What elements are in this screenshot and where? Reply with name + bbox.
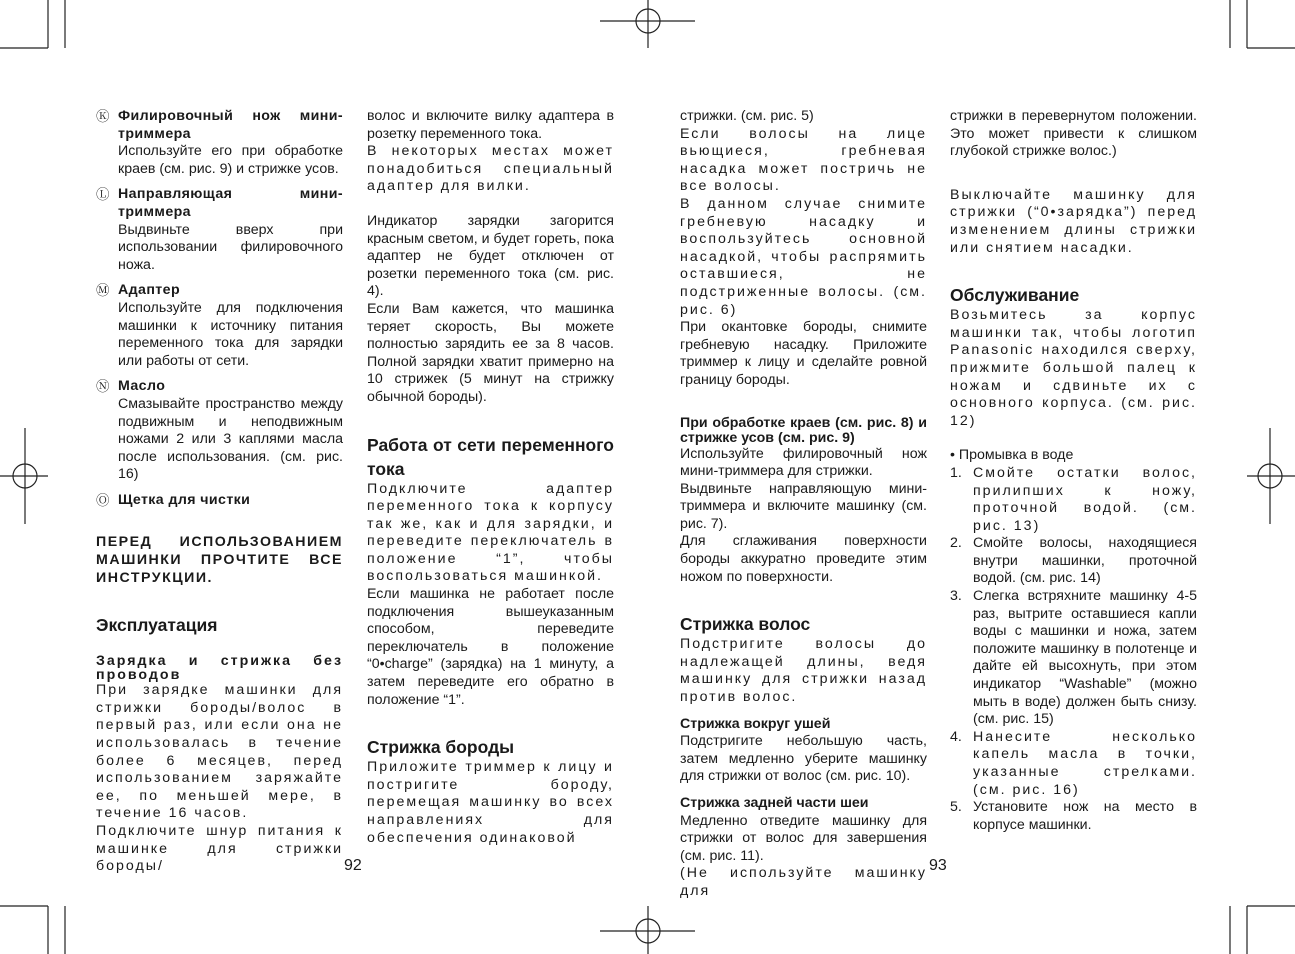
component-o (96, 492, 343, 510)
paragraph: В некоторых местах может понадобиться специальный адаптер для вилки. (367, 143, 614, 195)
paragraph: При окантовке бороды, снимите гребневую насадку. Приложите триммер к лицу и сделайте ровной границу бороды. (680, 319, 927, 388)
list-item (950, 729, 1197, 799)
item-text: Смазывайте пространство между подвижным и неподвижным ножами 2 или 3 каплями масла после использования. (см. рис. 16) (118, 395, 343, 483)
paragraph: Если Вам кажется, что машинка теряет скорость, Вы можете полностью зарядить ее за 8 часов. Полной зарядки хватит примерно на 10 стрижек (5 минут на стрижку обычной бороды). (367, 300, 614, 405)
item-title: Масло (118, 378, 166, 395)
paragraph: стрижки. (см. рис. 5) (680, 108, 814, 124)
paragraph: Подключите шнур питания к машинке для стрижки бороды/ (96, 823, 343, 875)
column-1 (96, 108, 343, 876)
subheading-neck: Стрижка задней части шеи (680, 795, 869, 811)
step-number: 3. (950, 588, 962, 605)
subheading-charging: Зарядка и стрижка без проводов (96, 653, 343, 684)
heading-service: Обслуживание (950, 285, 1080, 306)
step-number: 5. (950, 799, 962, 816)
paragraph: Подключите адаптер переменного тока к корпусу так же, как и для зарядки, и переведите переключатель в положение “1”, чтобы воспользоваться машинкой. (367, 480, 614, 585)
component-m (96, 282, 343, 370)
item-title: Щетка для чистки (118, 491, 251, 508)
paragraph: Используйте филировочный нож мини-триммера для стрижки. (680, 445, 927, 480)
paragraph: Для сглаживания поверхности бороды аккуратно проведите этим ножом по поверхности. (680, 533, 927, 585)
list-item (950, 535, 1197, 588)
paragraph: стрижки в перевернутом положении. Это может привести к слишком глубокой стрижке волос.) (950, 108, 1197, 160)
step-text: Слегка встряхните машинку 4-5 раз, вытрите оставшиеся капли воды с машинки и ножа, затем положите машинку в полотенце и дайте ей высохнуть, при этом индикатор “Washable” (можно мыть в воде) должен быть снизу. (см. рис. 15) (973, 588, 1197, 728)
heading-hair: Стрижка волос (680, 614, 811, 635)
heading-operation: Эксплуатация (96, 615, 218, 636)
list-item (950, 799, 1197, 834)
item-title: Направляющая мини-триммера (118, 186, 343, 220)
step-text: Смойте волосы, находящиеся внутри машинки, проточной водой. (см. рис. 14) (973, 535, 1197, 587)
wash-title: • Промывка в воде (950, 447, 1074, 464)
paragraph: Возьмитесь за корпус машинки так, чтобы логотип Panasonic находился сверху, прижмите большой палец к ножам и сдвиньте их с основного корпуса. (см. рис. 12) (950, 307, 1197, 429)
component-k (96, 108, 343, 178)
subheading-edges: При обработке краев (см. рис. 8) и стрижке усов (см. рис. 9) (680, 414, 927, 446)
item-letter: Ⓛ (96, 187, 110, 203)
step-text: Нанесите несколько капель масла в точки, указанные стрелками. (см. рис. 16) (973, 728, 1197, 798)
list-item (950, 588, 1197, 729)
item-text: Выдвиньте вверх при использовании филировочного ножа. (118, 221, 343, 273)
paragraph: Выключайте машинку для стрижки (“0•зарядка”) перед изменением длины стрижки или снятием насадки. (950, 186, 1197, 256)
page-number-right: 93 (929, 857, 947, 874)
paragraph: Приложите триммер к лицу и постригите бороду, перемещая машинку во всех направлениях для обеспечения одинаковой (367, 759, 614, 846)
item-text: Используйте его при обработке краев (см. рис. 9) и стрижке усов. (118, 143, 343, 177)
component-n (96, 378, 343, 484)
step-number: 1. (950, 464, 962, 481)
item-letter: Ⓚ (96, 109, 110, 124)
column-3 (680, 108, 927, 901)
paragraph: Подстригите волосы до надлежащей длины, ведя машинку для стрижки назад против волос. (680, 636, 927, 706)
paragraph: Индикатор зарядки загорится красным светом, и будет гореть, пока адаптер не будет отключен от розетки переменного тока (см. рис. 4). (367, 212, 614, 300)
heading-beard: Стрижка бороды (367, 737, 515, 758)
list-item (950, 465, 1197, 535)
paragraph: (Не используйте машинку для (680, 865, 927, 899)
item-text: Используйте для подключения машинки к источнику питания переменного тока для зарядки или работы от сети. (118, 299, 343, 369)
paragraph: Выдвиньте направляющую мини-триммера и включите машинку (см. рис. 7). (680, 480, 927, 532)
item-letter: Ⓜ (96, 283, 110, 299)
item-title: Филировочный нож мини-триммера (118, 108, 343, 142)
step-number: 2. (950, 535, 962, 552)
paragraph: Если волосы на лице вьющиеся, гребневая насадка может постричь не все волосы. (680, 125, 927, 195)
item-letter: Ⓝ (96, 379, 110, 395)
column-4 (950, 108, 1197, 834)
step-text: Установите нож на место в корпусе машинки. (973, 799, 1197, 833)
warning-text: ПЕРЕД ИСПОЛЬЗОВАНИЕМ МАШИНКИ ПРОЧТИТЕ ВСЕ ИНСТРУКЦИИ. (96, 534, 343, 586)
column-2 (367, 108, 614, 847)
paragraph: Подстригите небольшую часть, затем медленно уберите машинку для стрижки от волос (см. рис. 10). (680, 733, 927, 785)
step-number: 4. (950, 728, 962, 745)
page-number-left: 92 (344, 857, 362, 874)
paragraph: Если машинка не работает после подключения вышеуказанным способом, переведите переключатель в положение “0•charge” (зарядка) на 1 минуту, а затем переведите его обратно в положение “1”. (367, 586, 614, 708)
item-title: Адаптер (118, 282, 181, 299)
step-text: Смойте остатки волос, прилипших к ножу, проточной водой. (см. рис. 13) (973, 464, 1197, 534)
paragraph: В данном случае снимите гребневую насадку и воспользуйтесь основной насадкой, чтобы распрямить оставшиеся, не подстриженные волосы. (см. рис. 6) (680, 195, 927, 318)
heading-mains: Работа от сети переменного тока (367, 434, 614, 479)
paragraph: Медленно отведите машинку для стрижки от волос для завершения (см. рис. 11). (680, 812, 927, 864)
component-l (96, 186, 343, 274)
item-letter: Ⓞ (96, 492, 110, 508)
paragraph: волос и включите вилку адаптера в розетку переменного тока. (367, 108, 614, 142)
subheading-ears: Стрижка вокруг ушей (680, 715, 831, 732)
paragraph: При зарядке машинки для стрижки бороды/волос в первый раз, или если она не использовалась в течение более 6 месяцев, перед использованием заряжайте ее, по меньшей мере, в течение 16 часов. (96, 682, 343, 822)
